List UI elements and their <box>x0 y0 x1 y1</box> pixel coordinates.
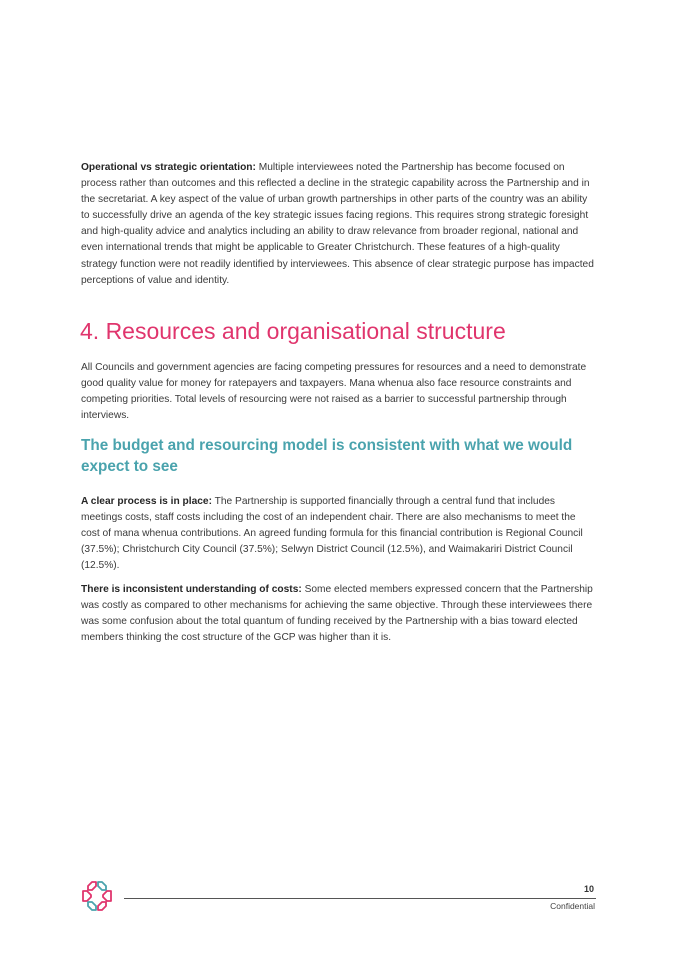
page-number: 10 <box>583 884 594 894</box>
footer-divider <box>124 898 596 899</box>
section-paragraph: All Councils and government agencies are facing competing pressures for resources and a need to demonstrate good quality value for money for ratepayers and taxpayers. Mana whenua also face resource constraints and competing priorities. Total levels of resourcing were not raised as a barrier to successful partnership through interviews. <box>81 362 587 422</box>
inconsistent-costs-lead: There is inconsistent understanding of costs: <box>81 584 302 595</box>
clear-process-paragraph <box>81 494 596 574</box>
inconsistent-costs-paragraph <box>81 582 596 646</box>
intro-paragraph <box>81 160 596 289</box>
inconsistent-costs-text: Some elected members expressed concern that the Partnership was costly as compared to other mechanisms for achieving the same objective. Through these interviewees there was some confusion about the total quantum of funding received by the Partnership with a bias toward elected members thinking the cost structure of the GCP was higher than it is. <box>81 584 593 644</box>
section-heading: 4. Resources and organisational structure <box>80 318 506 344</box>
intro-lead: Operational vs strategic orientation: <box>81 162 256 173</box>
subsection-heading: The budget and resourcing model is consistent with what we would expect to see <box>81 437 573 475</box>
clear-process-text: The Partnership is supported financially through a central fund that includes meetings costs, staff costs including the cost of an independent chair. There are also mechanisms to meet the cost of mana whenua contributions. An agreed funding formula for this financial contribution is Regional Council (37.5%); Christchurch City Council (37.5%); Selwyn District Council (12.5%), and Waimakariri District Council (12.5%). <box>81 496 583 572</box>
intro-text: Multiple interviewees noted the Partnership has become focused on process rather than outcomes and this reflected a decline in the strategic capability across the Partnership and in the secretariat. A key aspect of the value of urban growth partnerships in other parts of the country was an ability to successfully drive an agenda of the key strategic issues facing regions. This requires strong strategic foresight and high-quality advice and analytics including an ability to draw relevance from broader regional, national and even international trends that might be applicable to Greater Christchurch. These features of a high-quality strategy function were not readily identified by interviewees. This absence of clear strategic purpose has impacted perceptions of value and identity. <box>81 162 594 286</box>
clear-process-lead: A clear process is in place: <box>81 496 212 507</box>
partnership-logo-icon <box>80 879 114 913</box>
confidential-label: Confidential <box>550 901 595 911</box>
